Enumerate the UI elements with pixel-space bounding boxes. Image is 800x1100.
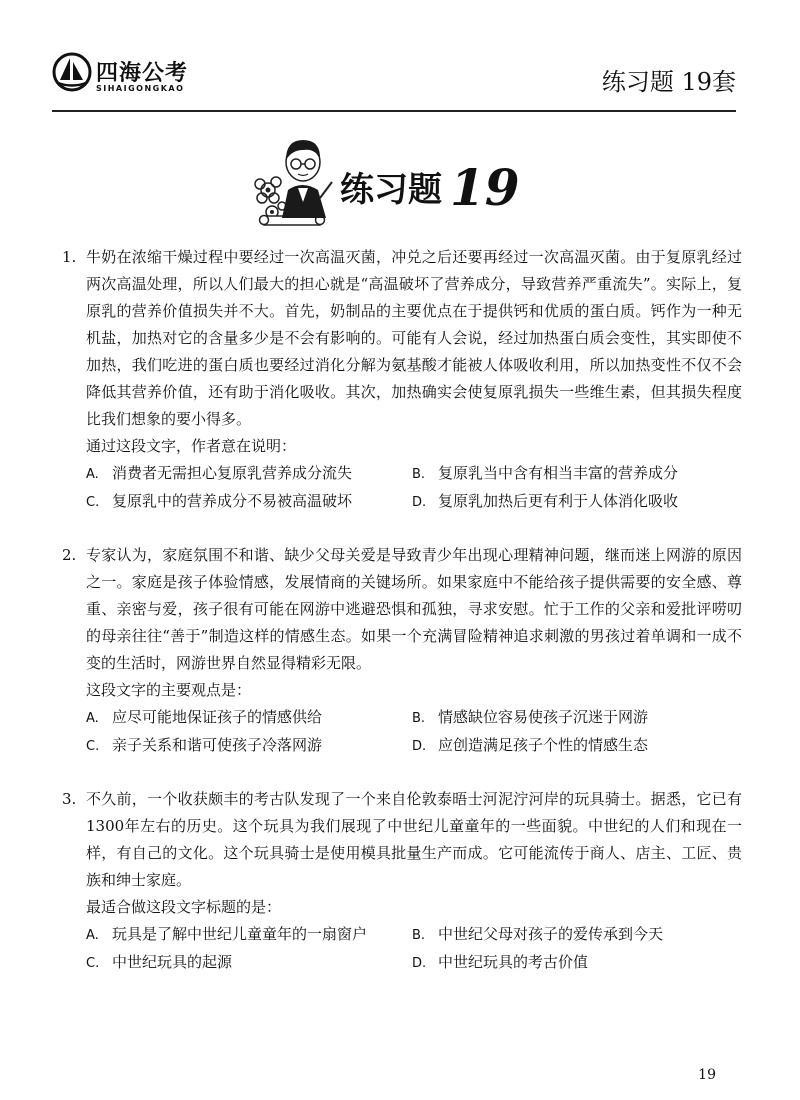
header-divider — [52, 110, 736, 112]
option-b[interactable]: B. 情感缺位容易使孩子沉迷于网游 — [412, 708, 649, 726]
question-stem: 不久前，一个收获颇丰的考古队发现了一个来自伦敦泰晤士河泥泞河岸的玩具骑士。据悉，它已有1300年左右的历史。这个玩具为我们展现了中世纪儿童童年的一些面貌。中世纪的人们和现在一样，有自己的文化。这个玩具骑士是使用模具批量生产而成。它可能流传于商人、店主、工匠、贵族和绅士家庭。 — [86, 790, 742, 889]
student-mascot-icon — [246, 132, 346, 228]
logo-pinyin-text: SIHAIGONGKAO — [96, 84, 185, 93]
question-1 — [62, 244, 742, 516]
logo-chinese-text: 四海公考 — [96, 61, 189, 86]
option-c[interactable]: C. 亲子关系和谐可使孩子冷落网游 — [86, 736, 323, 754]
question-list — [62, 244, 742, 1003]
question-number: 1. — [62, 248, 77, 266]
option-c[interactable]: C. 复原乳中的营养成分不易被高温破坏 — [86, 492, 353, 510]
question-prompt: 这段文字的主要观点是： — [86, 681, 252, 699]
logo — [52, 52, 212, 102]
option-b[interactable]: B. 中世纪父母对孩子的爱传承到今天 — [412, 925, 664, 943]
page-header — [0, 0, 800, 120]
option-d[interactable]: D. 复原乳加热后更有利于人体消化吸收 — [412, 492, 679, 510]
option-a[interactable]: A. 消费者无需担心复原乳营养成分流失 — [86, 464, 353, 482]
sailboat-logo-icon — [52, 52, 92, 92]
option-list — [86, 921, 742, 977]
header-title: 练习题 19套 — [601, 68, 736, 96]
option-a[interactable]: A. 玩具是了解中世纪儿童童年的一扇窗户 — [86, 925, 368, 943]
option-d[interactable]: D. 中世纪玩具的考古价值 — [412, 953, 589, 971]
option-a[interactable]: A. 应尽可能地保证孩子的情感供给 — [86, 708, 323, 726]
section-title-block — [0, 132, 800, 232]
option-list — [86, 460, 742, 516]
section-title — [340, 158, 520, 217]
option-b[interactable]: B. 复原乳当中含有相当丰富的营养成分 — [412, 464, 679, 482]
question-prompt: 通过这段文字，作者意在说明： — [86, 437, 297, 455]
question-3 — [62, 786, 742, 977]
question-prompt: 最适合做这段文字标题的是： — [86, 898, 282, 916]
option-c[interactable]: C. 中世纪玩具的起源 — [86, 953, 233, 971]
question-2 — [62, 542, 742, 760]
option-list — [86, 704, 742, 760]
section-title-text: 练习题 — [340, 170, 442, 210]
page-number: 19 — [698, 1067, 716, 1083]
question-number: 3. — [62, 790, 77, 808]
question-stem: 专家认为，家庭氛围不和谐、缺少父母关爱是导致青少年出现心理精神问题，继而迷上网游的原因之一。家庭是孩子体验情感，发展情商的关键场所。如果家庭中不能给孩子提供需要的安全感、尊重、亲密与爱，孩子很有可能在网游中逃避恐惧和孤独，寻求安慰。忙于工作的父亲和爱批评唠叨的母亲往往“善于”制造这样的情感生态。如果一个充满冒险精神追求刺激的男孩过着单调和一成不变的生活时，网游世界自然显得精彩无限。 — [86, 546, 742, 672]
option-d[interactable]: D. 应创造满足孩子个性的情感生态 — [412, 736, 649, 754]
question-number: 2. — [62, 546, 77, 564]
section-number: 19 — [450, 158, 520, 217]
question-stem: 牛奶在浓缩干燥过程中要经过一次高温灭菌，冲兑之后还要再经过一次高温灭菌。由于复原乳经过两次高温处理，所以人们最大的担心就是“高温破坏了营养成分，导致营养严重流失”。实际上，复原乳的营养价值损失并不大。首先，奶制品的主要优点在于提供钙和优质的蛋白质。钙作为一种无机盐，加热对它的含量多少是不会有影响的。可能有人会说，经过加热蛋白质会变性，其实即使不加热，我们吃进的蛋白质也要经过消化分解为氨基酸才能被人体吸收利用，所以加热变性不仅不会降低其营养价值，还有助于消化吸收。其次，加热确实会使复原乳损失一些维生素，但其损失程度比我们想象的要小得多。 — [86, 248, 742, 428]
